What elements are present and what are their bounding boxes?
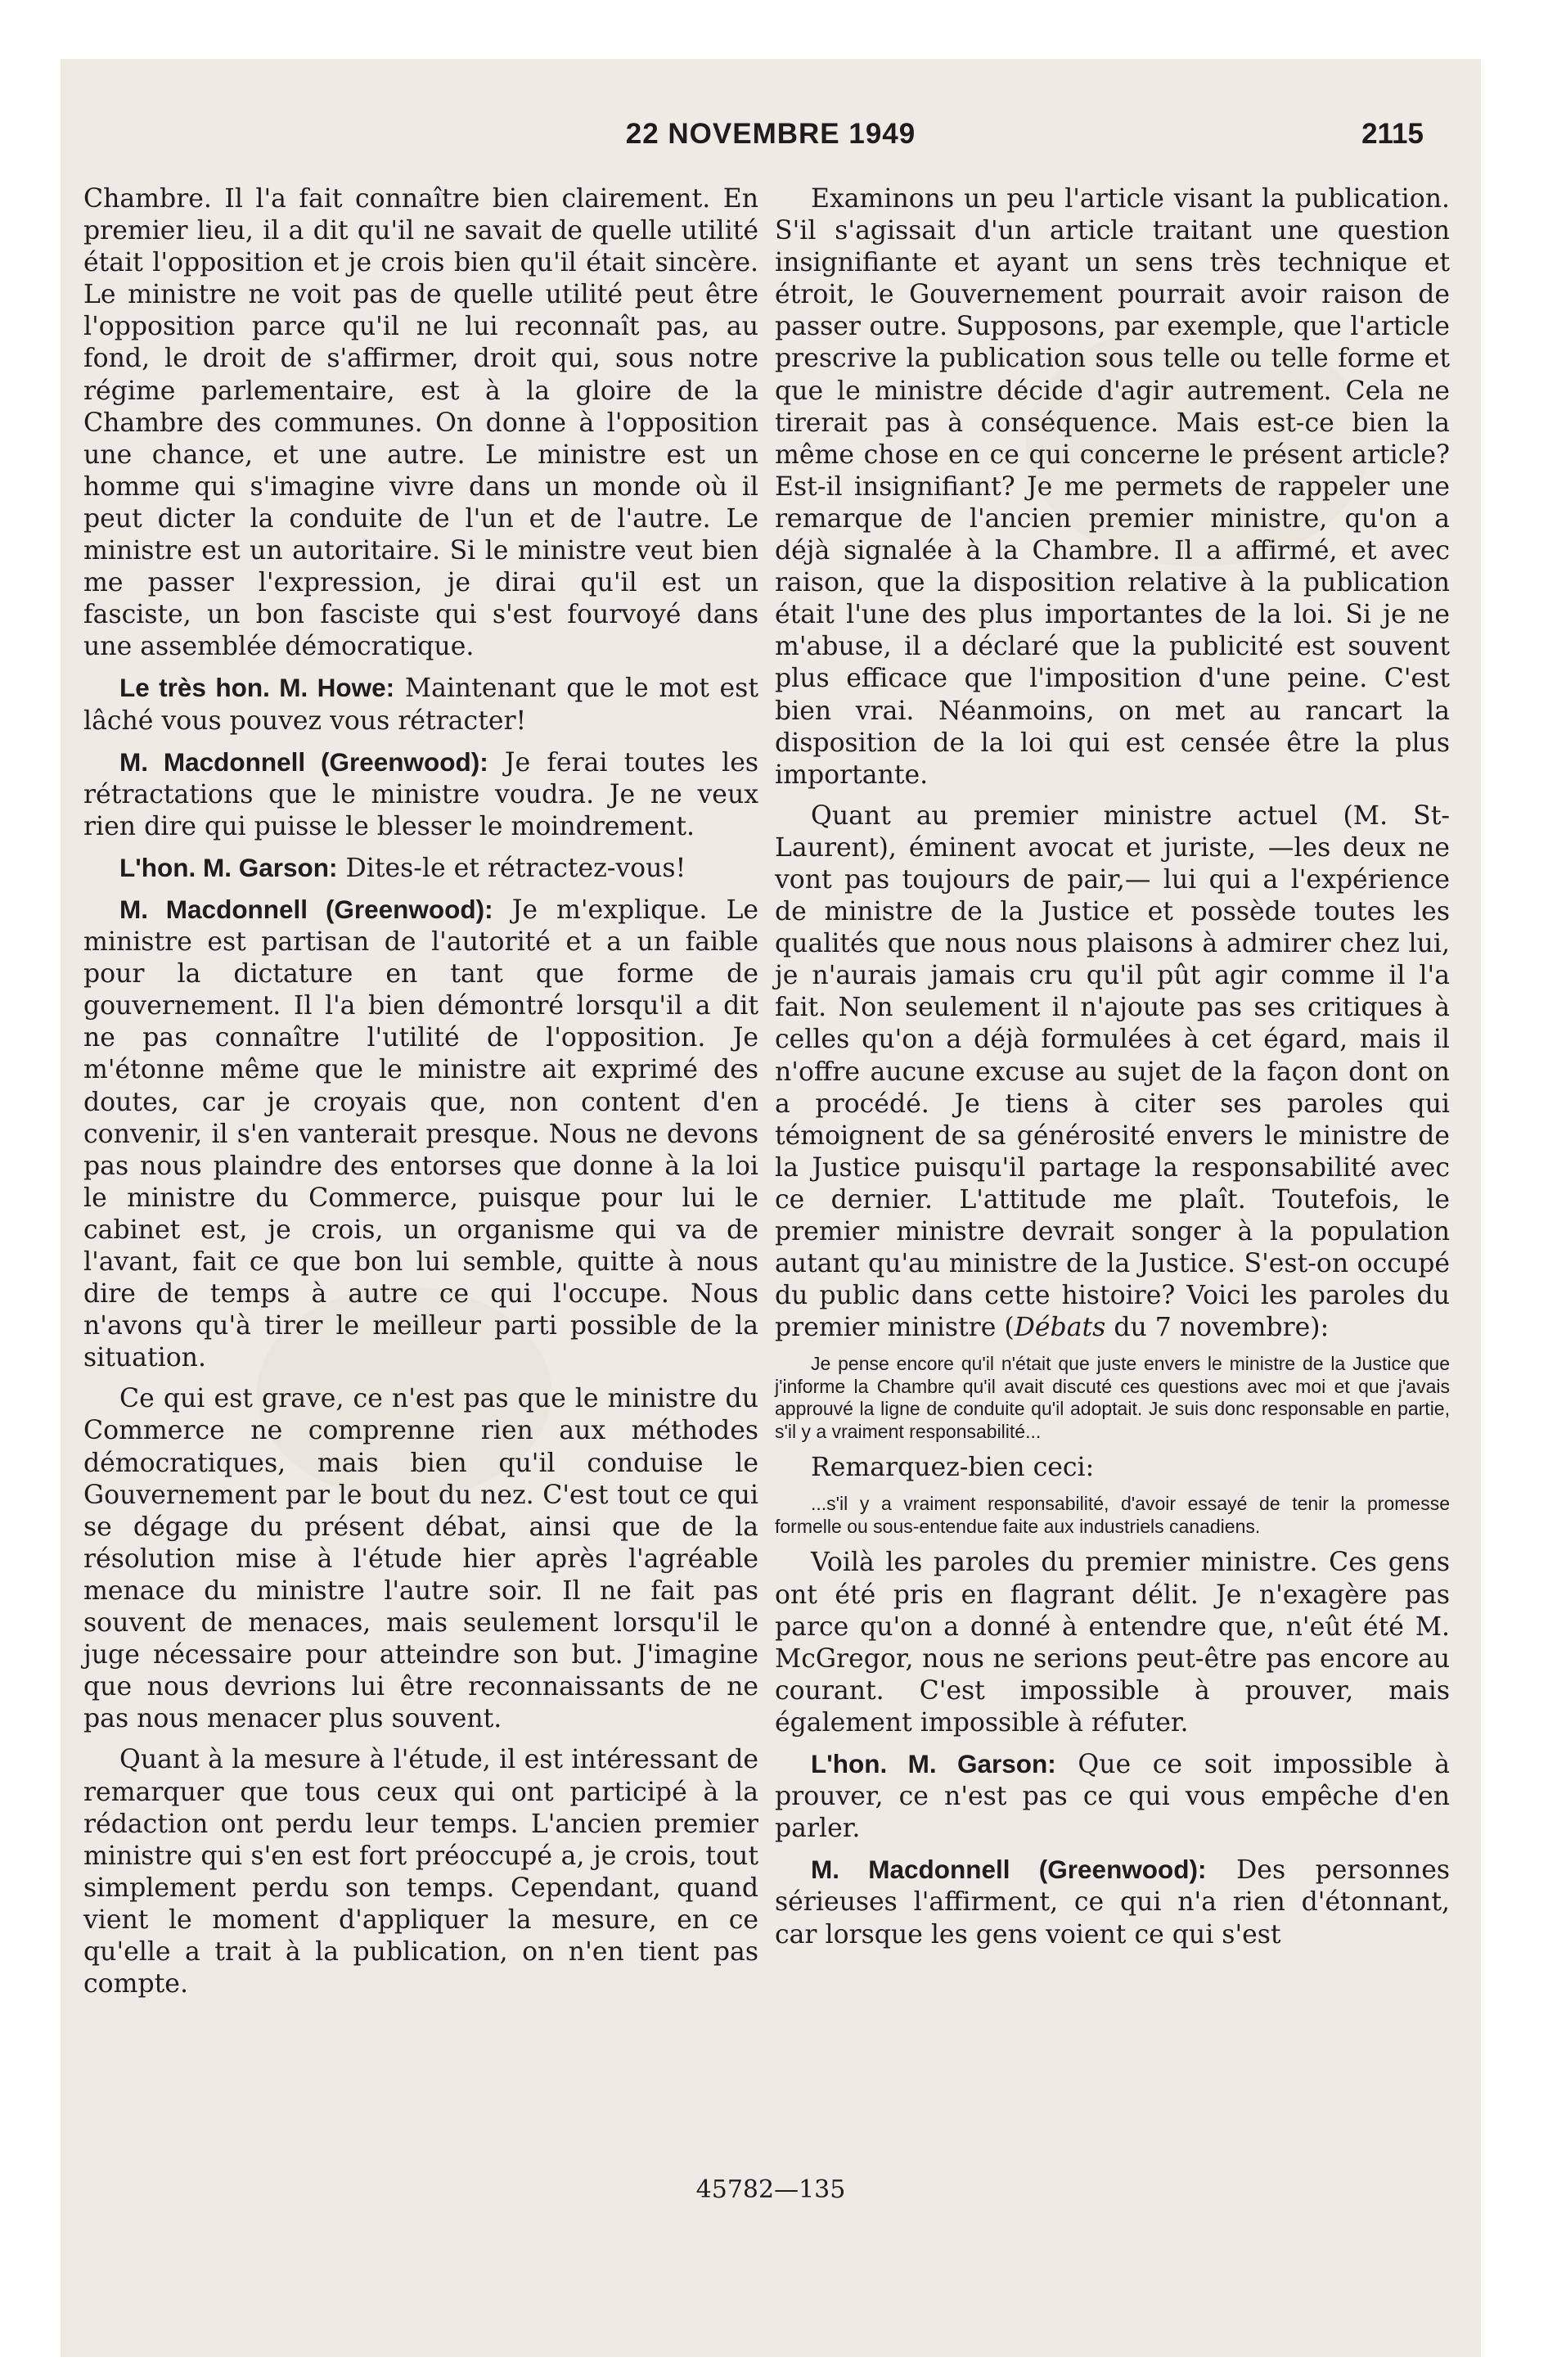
speech-text: Je ferai toutes les rétractations que le ministre voudra. Je ne veux rien dire qui puisse le blesser le moindrement. xyxy=(83,747,759,841)
speech-text: Dites-le et rétractez-vous! xyxy=(345,853,686,883)
paragraph: Quant à la mesure à l'étude, il est intéressant de remarquer que tous ceux qui ont participé à la rédaction ont perdu leur temps. L'ancien premier ministre qui s'en est fort préoccupé a, je crois, tout simplement perdu son temps. Cependant, quand vient le moment d'appliquer la mesure, en ce qu'elle a trait à la publication, on n'en tient pas compte. xyxy=(83,1745,758,1999)
left-column xyxy=(83,183,758,2009)
page-header xyxy=(61,118,1481,167)
speaker-name: M. Macdonnell (Greenwood): xyxy=(119,746,488,777)
speaker-name: L'hon. M. Garson: xyxy=(811,1749,1056,1779)
paragraph: Examinons un peu l'article visant la publication. S'il s'agissait d'un article traitant une question insignifiante et ayant un sens très technique et étroit, le Gouvernement pourrait avoir raison de passer outre. Supposons, par exemple, que l'article prescrive la publication sous telle ou telle forme et que le ministre décide d'agir autrement. Cela ne tirerait pas à conséquence. Mais est-ce bien la même chose en ce qui concerne le présent article? Est-il insignifiant? Je me permets de rappeler une remarque de l'ancien premier ministre, qu'on a déjà signalée à la Chambre. Il a affirmé, et avec raison, que la disposition relative à la publication était l'une des plus importantes de la loi. Si je ne m'abuse, il a déclaré que la publicité est souvent plus efficace que l'imposition d'une peine. C'est bien vrai. Néanmoins, on met au rancart la disposition de la loi qui est censée être la plus importante. xyxy=(775,184,1450,790)
paragraph: Remarquez-bien ceci: xyxy=(811,1453,1095,1483)
paragraph: Voilà les paroles du premier ministre. Ces gens ont été pris en flagrant délit. Je n'exagère pas parce qu'on a donné à entendre que, n'eût été M. McGregor, nous ne serions peut-être pas encore au courant. C'est impossible à prouver, mais également impossible à réfuter. xyxy=(775,1548,1450,1738)
page xyxy=(61,59,1481,2357)
speech-text: Maintenant que le mot est lâché vous pouvez vous rétracter! xyxy=(83,674,758,736)
speaker-name: Le très hon. M. Howe: xyxy=(119,673,395,703)
header-date: 22 NOVEMBRE 1949 xyxy=(625,118,916,150)
right-column xyxy=(775,183,1450,1960)
block-quote: ...s'il y a vraiment responsabilité, d'avoir essayé de tenir la promesse formelle ou sous-entendue faite aux industriels canadiens. xyxy=(775,1493,1450,1537)
paragraph-text: Quant au premier ministre actuel (M. St-Laurent), éminent avocat et juriste, —les deux ne vont pas toujours de pair,— lui qui a l'expérience de ministre de la Justice et possède toutes les qualités que nous nous plaisons à admirer chez lui, je n'aurais jamais cru qu'il pût agir comme il l'a fait. Non seulement il n'ajoute pas ses critiques à celles qu'on a déjà formulées à cet égard, mais il n'offre aucune excuse au sujet de la façon dont on a procédé. Je tiens à citer ses paroles qui témoignent de sa générosité envers le ministre de la Justice puisqu'il partage la responsabilité avec ce dernier. L'attitude me plaît. Toutefois, le premier ministre devrait songer à la population autant qu'au ministre de la Justice. S'est-on occupé du public dans cette histoire? Voici les paroles du premier ministre ( xyxy=(775,800,1450,1343)
page-number: 2115 xyxy=(1361,118,1424,150)
speech-paragraph xyxy=(83,746,758,843)
paragraph: Ce qui est grave, ce n'est pas que le ministre du Commerce ne comprenne rien aux méthodes démocratiques, mais bien qu'il conduise le Gouvernement par le bout du nez. C'est tout ce qui se dégage du présent débat, ainsi que de la résolution mise à l'étude hier après l'agréable menace du ministre l'autre soir. Il ne fait pas souvent de menaces, mais seulement lorsqu'il le juge nécessaire pour atteindre son but. J'imagine que nous devrions lui être reconnaissants de ne pas nous menacer plus souvent. xyxy=(83,1384,758,1734)
speech-text: Je m'explique. Le ministre est partisan de l'autorité et a un faible pour la dictature en tant que forme de gouvernement. Il l'a bien démontré lorsqu'il a dit ne pas connaître l'utilité de l'opposition. Je m'étonne même que le ministre ait exprimé des doutes, car je croyais que, non content d'en convenir, il s'en vanterait presque. Nous ne devons pas nous plaindre des entorses que donne à la loi le ministre du Commerce, puisque pour lui le cabinet est, je crois, un organisme qui va de l'avant, fait ce que bon lui semble, quitte à nous dire de temps à autre ce qui l'occupe. Nous n'avons qu'à tirer le meilleur parti possible de la situation. xyxy=(83,895,759,1373)
speaker-name: M. Macdonnell (Greenwood): xyxy=(119,894,493,924)
debats-reference: Débats xyxy=(1014,1313,1106,1343)
speech-paragraph xyxy=(775,1748,1450,1845)
speech-paragraph xyxy=(83,852,758,885)
speech-paragraph xyxy=(83,672,758,737)
speaker-name: M. Macdonnell (Greenwood): xyxy=(811,1855,1207,1885)
signature-mark: 45782—135 xyxy=(695,2175,846,2204)
speech-text: Des personnes sérieuses l'affirment, ce qui n'a rien d'étonnant, car lorsque les gens voient ce qui s'est xyxy=(775,1855,1451,1950)
paragraph: Chambre. Il l'a fait connaître bien clairement. En premier lieu, il a dit qu'il ne savait de quelle utilité était l'opposition et je crois bien qu'il était sincère. Le ministre ne voit pas de quelle utilité peut être l'opposition parce qu'il ne lui reconnaît pas, au fond, le droit de s'affirmer, droit qui, sous notre régime parlementaire, est à la gloire de la Chambre des communes. On donne à l'opposition une chance, et une autre. Le ministre est un homme qui s'imagine vivre dans un monde où il peut dicter la conduite de l'un et de l'autre. Le ministre est un autoritaire. Si le ministre veut bien me passer l'expression, je dirai qu'il est un fasciste, un bon fasciste qui s'est fourvoyé dans une assemblée démocratique. xyxy=(83,184,758,662)
paragraph-text: du 7 novembre): xyxy=(1105,1313,1330,1343)
speech-paragraph xyxy=(83,894,758,1374)
speaker-name: L'hon. M. Garson: xyxy=(119,852,338,882)
paragraph xyxy=(775,800,1450,1345)
block-quote: Je pense encore qu'il n'était que juste envers le ministre de la Justice que j'informe la Chambre qu'il avait discuté ces questions avec moi et que j'avais approuvé la ligne de conduite qu'il adoptait. Je suis donc responsable en partie, s'il y a vraiment responsabilité... xyxy=(775,1353,1450,1442)
speech-text: Que ce soit impossible à prouver, ce n'est pas ce qui vous empêche d'en parler. xyxy=(775,1750,1450,1844)
speech-paragraph xyxy=(775,1854,1450,1950)
